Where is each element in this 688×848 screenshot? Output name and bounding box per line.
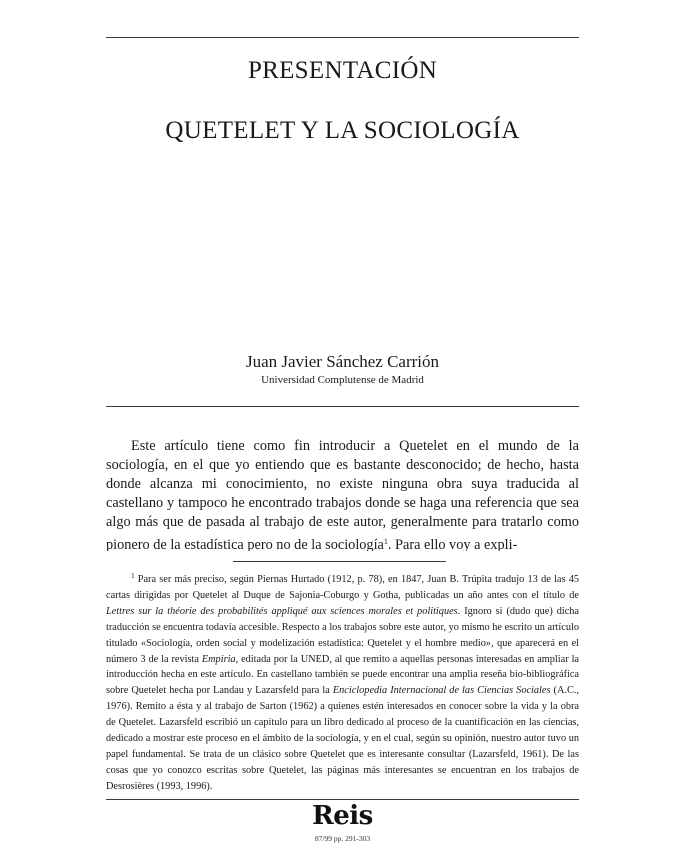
body-paragraph-text: Este artículo tiene como fin introducir a Quetelet en el mundo de la sociología, en el que yo entiendo que es bastante desconocido; de hecho, hasta donde alcanza mi conocimiento, no existe ninguna obra suya traducida al castellano y tampoco he encontrado trabajos donde se haga una referencia que sea algo más que de pasada al trabajo de este autor, generalmente para tratarlo como pionero de la estadística pero no de la sociología xyxy=(106,438,579,551)
top-rule xyxy=(106,37,579,38)
footnote-text-3: , editada por la UNED, al que remito a aquellas personas interesadas en ampliar la introducción hecha en este artículo. En castellano también se puede encontrar una amplia reseña bio-bibliográfica sobre Quetelet hecha por Landau y Lazarsfeld para la xyxy=(106,653,579,697)
author-name: Juan Javier Sánchez Carrión xyxy=(245,352,440,371)
journal-logo: Reis xyxy=(312,801,373,831)
author-affiliation: Universidad Complutense de Madrid xyxy=(261,374,424,386)
footnote-italic-title-1: Lettres sur la théorie des probabilités appliqué aux sciences morales et politiques xyxy=(106,605,458,617)
page-info: 87/99 pp. 291-303 xyxy=(314,834,371,843)
article-title: QUETELET Y LA SOCIOLOGÍA xyxy=(165,117,520,144)
byline-rule xyxy=(106,406,579,407)
footnote-text-4: (A.C., 1976). Remito a ésta y al trabajo de Sarton (1962) a quienes estén interesados en conocer sobre la vida y la obra de Quetelet. Lazarsfeld escribió un capítulo para un libro dedicado al proceso de la cuantificación en las ciencias, dedicado a mostrar este proceso en el ámbito de la sociología, y en el cual, según su opinión, nuestro autor tuvo un papel fundamental. Se trata de un clásico sobre Quetelet que es interesante consultar (Lazarsfeld, 1961). De las cosas que yo conozco escritas sobre Quetelet, las páginas más interesantes se encuentran en los trabajos de Desrosières (1993, 1996). xyxy=(106,685,579,792)
footnote-italic-title-2: Empiria xyxy=(201,653,236,665)
footnote-text-2: . Ignoro si (dudo que) dicha traducción se encuentra todavía accesible. Respecto a los trabajos sobre este autor, yo mismo he escrito un artículo titulado «Sociología, orden social y modelización estadística: Quetelet y el hombre medio», que aparecerá en el número 3 de la revista xyxy=(106,605,579,665)
footnote xyxy=(106,568,579,794)
body-paragraph xyxy=(106,437,579,551)
footnote-mark: 1 xyxy=(131,571,135,580)
bottom-rule xyxy=(106,799,579,800)
footnote-reference[interactable]: 1 xyxy=(383,537,388,546)
footnote-text-1: Para ser más preciso, según Piernas Hurtado (1912, p. 78), en 1847, Juan B. Trúpita tradujo 13 de las 45 cartas dirigidas por Quetelet al Duque de Sajonia-Coburgo y Gotha, publicadas un año antes con el título de xyxy=(106,574,579,601)
body-paragraph-tail: . Para ello voy a expli- xyxy=(387,537,518,551)
footnote-separator xyxy=(233,561,446,562)
footnote-italic-title-3: Enciclopedia Internacional de las Ciencias Sociales xyxy=(332,685,551,697)
section-title: PRESENTACIÓN xyxy=(247,57,438,84)
